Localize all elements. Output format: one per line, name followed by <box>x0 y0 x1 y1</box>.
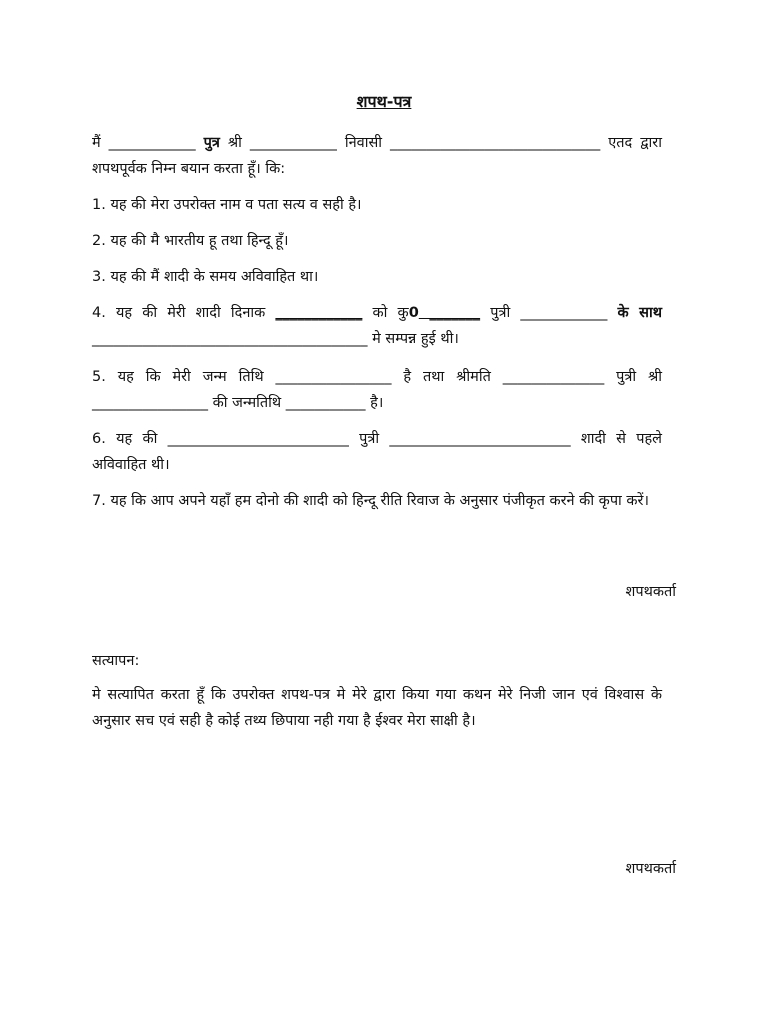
clause-4-date-blank: ____________ <box>275 305 363 321</box>
clause-4-text-2: को कु <box>362 305 409 321</box>
clause-4-text-4: ______________________________________ मे सम्पन्न हुई थी। <box>92 331 459 347</box>
intro-text-2: श्री ____________ निवासी _____________________________ एतद द्वारा शपथपूर्वक निम्न बयान करता हूँ। कि: <box>92 135 662 177</box>
verification-text: मे सत्यापित करता हूँ कि उपरोक्त शपथ-पत्र मे मेरे द्वारा किया गया कथन मेरे निजी जान एवं विश्वास के अनुसार सच एवं सही है कोई तथ्य छिपाया नही गया है ईश्वर मेरा साक्षी है। <box>92 687 662 729</box>
clause-3: 3. यह की मैं शादी के समय अविवाहित था। <box>92 269 319 285</box>
clause-4 <box>92 300 662 352</box>
clause-5: 5. यह कि मेरी जन्म तिथि ________________ है तथा श्रीमति ______________ पुत्री श्री ________________ की जन्मतिथि ___________ है। <box>92 369 662 411</box>
clause-2: 2. यह की मै भारतीय हू तथा हिन्दू हूँ। <box>92 233 289 249</box>
intro-paragraph <box>92 130 662 182</box>
clause-4-name-blank: _______ <box>418 305 481 321</box>
signatory-label-1: शपथकर्ता <box>625 584 676 600</box>
clause-4-text-1: 4. यह की मेरी शादी दिनाक <box>92 305 276 321</box>
document-title: शपथ-पत्र <box>356 92 412 111</box>
signatory-label-2: शपथकर्ता <box>625 861 676 877</box>
clause-7: 7. यह कि आप अपने यहाँ हम दोनो की शादी को हिन्दू रीति रिवाज के अनुसार पंजीकृत करने की कृपा करें। <box>92 493 649 509</box>
verification-heading: सत्यापन: <box>92 653 140 669</box>
intro-text-1: मैं ____________ <box>92 135 204 151</box>
clause-4-with-label: के साथ <box>617 305 663 321</box>
clause-6: 6. यह की _________________________ पुत्री _________________________ शादी से पहले अविवाहित थी। <box>92 431 662 473</box>
clause-4-zero: 0 <box>408 305 419 321</box>
intro-son-label: पुत्र <box>203 135 220 151</box>
clause-1: 1. यह की मेरा उपरोक्त नाम व पता सत्य व सही है। <box>92 197 362 213</box>
clause-4-text-3: पुत्री ____________ <box>480 305 618 321</box>
